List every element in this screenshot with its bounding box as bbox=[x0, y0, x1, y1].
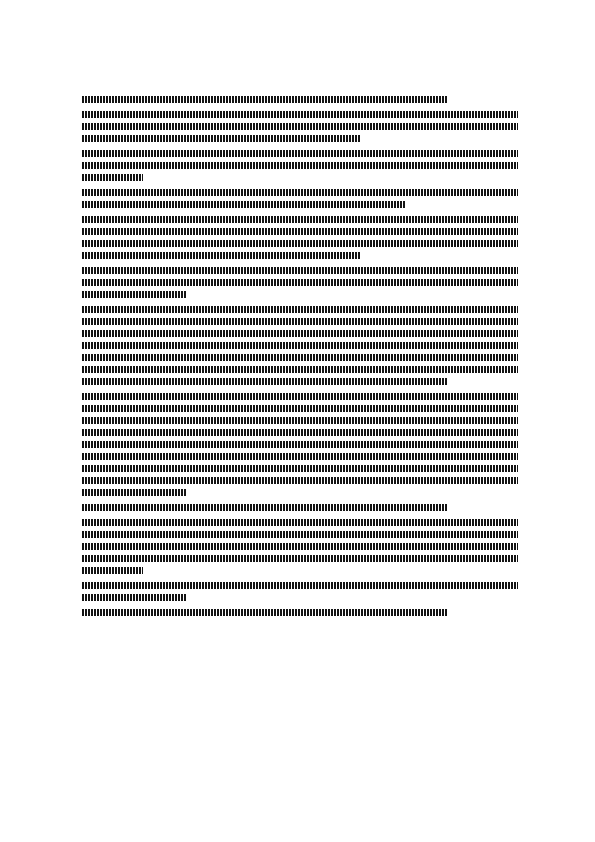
text-line bbox=[82, 150, 518, 157]
text-line bbox=[82, 453, 518, 460]
paragraph-6 bbox=[82, 267, 518, 298]
paragraph-5 bbox=[82, 216, 518, 259]
paragraph-11 bbox=[82, 582, 518, 601]
text-line bbox=[82, 531, 518, 538]
text-line bbox=[82, 240, 518, 247]
text-line bbox=[82, 318, 518, 325]
body-text bbox=[82, 96, 518, 616]
paragraph-3 bbox=[82, 150, 518, 181]
text-line bbox=[82, 135, 361, 142]
text-line bbox=[82, 393, 518, 400]
paragraph-10 bbox=[82, 519, 518, 574]
text-line bbox=[82, 354, 518, 361]
text-line bbox=[82, 441, 518, 448]
text-line bbox=[82, 477, 518, 484]
text-line bbox=[82, 162, 518, 169]
text-line bbox=[82, 582, 518, 589]
paragraph-2 bbox=[82, 111, 518, 142]
text-line bbox=[82, 216, 518, 223]
text-line bbox=[82, 111, 518, 118]
text-line bbox=[82, 189, 518, 196]
text-line bbox=[82, 174, 143, 181]
text-line bbox=[82, 306, 518, 313]
text-line bbox=[82, 228, 518, 235]
paragraph-1 bbox=[82, 96, 518, 103]
text-line bbox=[82, 123, 518, 130]
text-line bbox=[82, 267, 518, 274]
text-line bbox=[82, 252, 361, 259]
paragraph-12 bbox=[82, 609, 518, 616]
text-line bbox=[82, 504, 448, 511]
paragraph-4 bbox=[82, 189, 518, 208]
paragraph-7 bbox=[82, 306, 518, 385]
text-line bbox=[82, 417, 518, 424]
text-line bbox=[82, 378, 448, 385]
text-line bbox=[82, 594, 187, 601]
text-line bbox=[82, 543, 518, 550]
paragraph-8 bbox=[82, 393, 518, 496]
text-line bbox=[82, 201, 405, 208]
paragraph-9 bbox=[82, 504, 518, 511]
text-line bbox=[82, 555, 518, 562]
text-line bbox=[82, 519, 518, 526]
text-line bbox=[82, 342, 518, 349]
text-line bbox=[82, 366, 518, 373]
text-line bbox=[82, 279, 518, 286]
text-line bbox=[82, 465, 518, 472]
text-line bbox=[82, 429, 518, 436]
text-line bbox=[82, 567, 143, 574]
text-line bbox=[82, 330, 518, 337]
text-line bbox=[82, 489, 187, 496]
text-line bbox=[82, 96, 448, 103]
text-line bbox=[82, 291, 187, 298]
text-line bbox=[82, 405, 518, 412]
text-line bbox=[82, 609, 448, 616]
